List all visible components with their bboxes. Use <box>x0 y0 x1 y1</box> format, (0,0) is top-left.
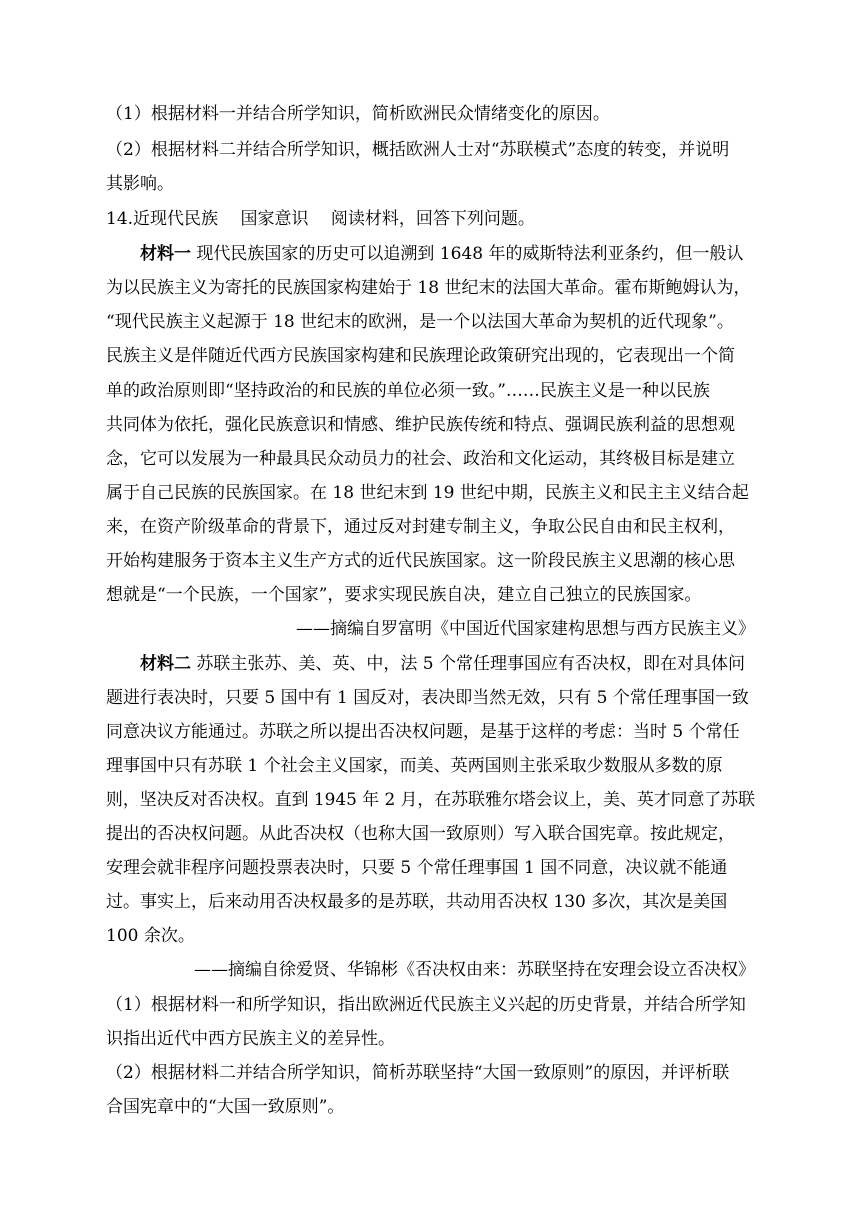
material-2-line-8: 过。事实上，后来动用否决权最多的是苏联，共动用否决权 130 多次，其次是美国 <box>106 892 728 912</box>
material-1-source: ——摘编自罗富明《中国近代国家建构思想与西方民族主义》 <box>296 619 755 639</box>
material-1-line-5: 单的政治原则即“坚持政治的和民族的单位必须一致。”……民族主义是一种以民族 <box>106 381 710 401</box>
q13-subquestion-2-line-1: （2）根据材料二并结合所学知识，概括欧洲人士对“苏联模式”态度的转变，并说明 <box>106 140 730 160</box>
q14-subquestion-1-line-2: 识指出近代中西方民族主义的差异性。 <box>106 1029 395 1049</box>
material-1-line-11: 想就是“一个民族，一个国家”，要求实现民族自决，建立自己独立的民族国家。 <box>106 585 702 605</box>
q13-subquestion-2-line-2: 其影响。 <box>106 174 174 194</box>
material-1-line-2: 为以民族主义为寄托的民族国家构建始于 18 世纪末的法国大革命。霍布斯鲍姆认为， <box>106 278 751 298</box>
material-1-line-10: 开始构建服务于资本主义生产方式的近代民族国家。这一阶段民族主义思潮的核心思 <box>106 551 735 571</box>
material-1-text: 现代民族国家的历史可以追溯到 1648 年的威斯特法利亚条约，但一般认 <box>191 244 744 264</box>
material-1-line-3: “现代民族主义起源于 18 世纪末的欧洲，是一个以法国大革命为契机的近代现象”。 <box>106 312 734 332</box>
material-1-line-4: 民族主义是伴随近代西方民族国家构建和民族理论政策研究出现的，它表现出一个简 <box>106 346 735 366</box>
q14-subquestion-2-line-2: 合国宪章中的“大国一致原则”。 <box>106 1097 345 1117</box>
q14-subquestion-2-line-1: （2）根据材料二并结合所学知识，简析苏联坚持“大国一致原则”的原因，并评析联 <box>106 1063 730 1083</box>
q14-subquestion-1-line-1: （1）根据材料一和所学知识，指出欧洲近代民族主义兴起的历史背景，并结合所学知 <box>106 995 746 1015</box>
material-1-line-6: 共同体为依托，强化民族意识和情感、维护民族传统和特点、强调民族利益的思想观 <box>106 415 735 435</box>
material-1-label: 材料一 <box>140 244 191 264</box>
q14-heading: 14.近现代民族 国家意识 阅读材料，回答下列问题。 <box>106 209 535 229</box>
material-2-line-9: 100 余次。 <box>106 926 195 946</box>
material-1-line-7: 念，它可以发展为一种最具民众动员力的社会、政治和文化运动，其终极目标是建立 <box>106 449 735 469</box>
material-2-line-6: 提出的否决权问题。从此否决权（也称大国一致原则）写入联合国宪章。按此规定， <box>106 824 735 844</box>
material-2-source: ——摘编自徐爱贤、华锦彬《否决权由来：苏联坚持在安理会设立否决权》 <box>194 960 755 980</box>
material-2-line-5: 则，坚决反对否决权。直到 1945 年 2 月，在苏联雅尔塔会议上，美、英才同意了苏联 <box>106 790 755 810</box>
material-1-line-8: 属于自己民族的民族国家。在 18 世纪末到 19 世纪中期，民族主义和民主主义结合起 <box>106 483 749 503</box>
material-1-line-1 <box>140 244 743 264</box>
material-2-line-1 <box>140 654 745 674</box>
material-1-line-9: 来，在资产阶级革命的背景下，通过反对封建专制主义，争取公民自由和民主权利， <box>106 517 735 537</box>
material-2-line-3: 同意决议方能通过。苏联之所以提出否决权问题，是基于这样的考虑：当时 5 个常任 <box>106 722 740 742</box>
q13-subquestion-1: （1）根据材料一并结合所学知识，简析欧洲民众情绪变化的原因。 <box>106 104 610 124</box>
material-2-label: 材料二 <box>140 654 191 674</box>
material-2-line-2: 题进行表决时，只要 5 国中有 1 国反对，表决即当然无效，只有 5 个常任理事国一致 <box>106 688 749 708</box>
material-2-text: 苏联主张苏、美、英、中，法 5 个常任理事国应有否决权，即在对具体问 <box>191 654 746 674</box>
material-2-line-4: 理事国中只有苏联 1 个社会主义国家，而美、英两国则主张采取少数服从多数的原 <box>106 756 723 776</box>
material-2-line-7: 安理会就非程序问题投票表决时，只要 5 个常任理事国 1 国不同意，决议就不能通 <box>106 858 728 878</box>
